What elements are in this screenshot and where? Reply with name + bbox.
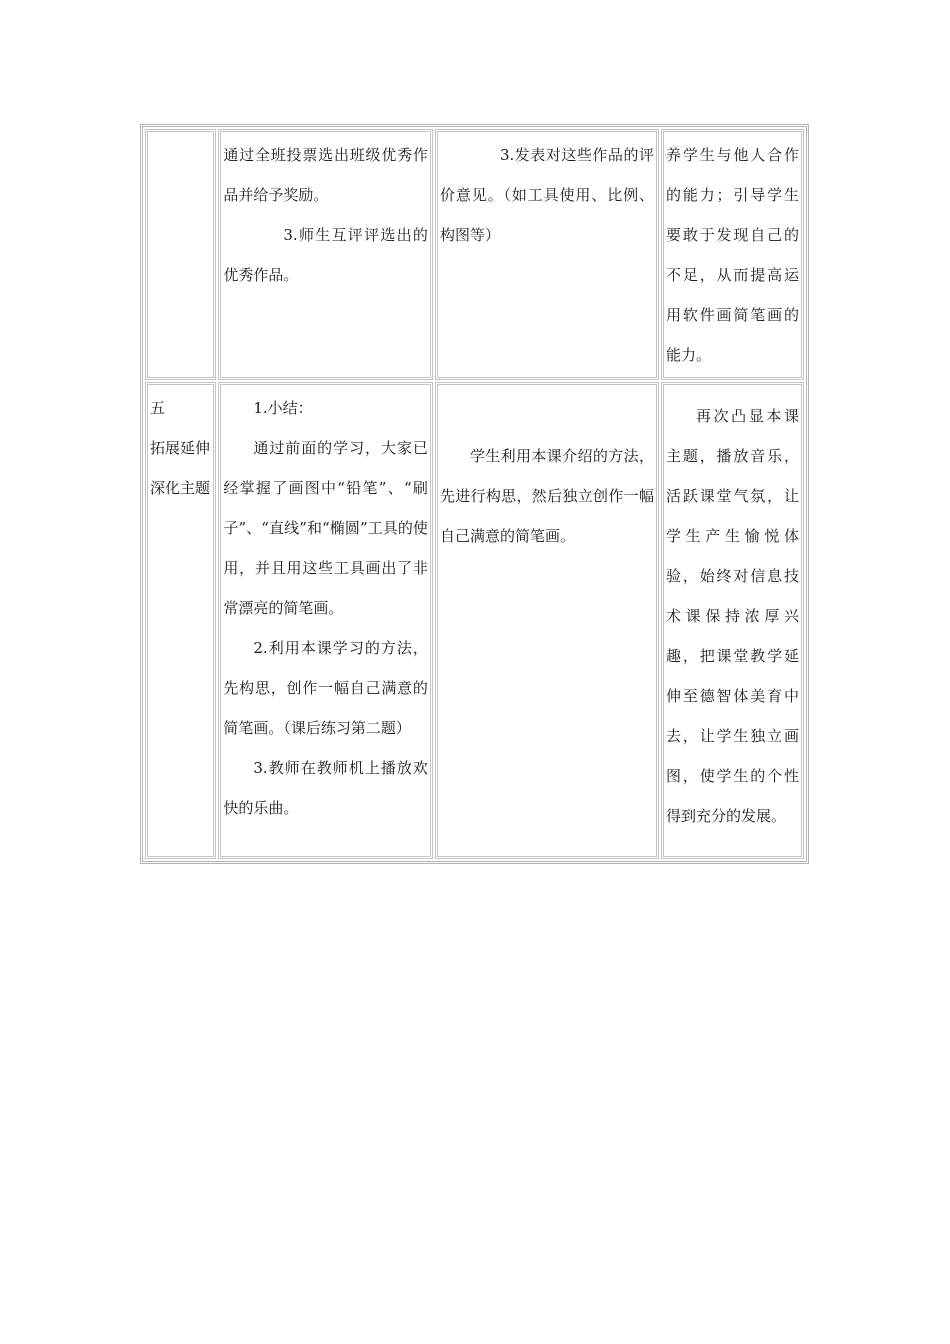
student-paragraph: 学生利用本课介绍的方法，先进行构思，然后独立创作一幅自己满意的简笔画。	[439, 447, 654, 545]
table-row	[145, 382, 804, 859]
design-intent-cell	[661, 129, 804, 380]
stage-title: 拓展延伸	[150, 439, 211, 457]
teacher-paragraph: 3.教师在教师机上播放欢快的乐曲。	[223, 759, 428, 817]
stage-cell	[145, 129, 216, 380]
teacher-activity-cell	[218, 382, 433, 859]
teacher-paragraph: 通过前面的学习，大家已经掌握了画图中“铅笔”、“刷子”、“直线”和“椭圆”工具的使用，并且用这些工具画出了非常漂亮的简笔画。	[223, 439, 428, 617]
student-activity-cell	[435, 382, 659, 859]
intent-paragraph: 再次凸显本课主题，播放音乐，活跃课堂气氛，让学生产生愉悦体验，始终对信息技术课保持浓厚兴趣，把课堂教学延伸至德智体美育中去，让学生独立画图，使学生的个性得到充分的发展。	[665, 407, 799, 825]
table-row	[145, 129, 804, 380]
teacher-activity-cell	[218, 129, 433, 380]
teacher-paragraph: 通过全班投票选出班级优秀作品并给予奖励。	[223, 146, 428, 204]
lesson-plan-table	[140, 124, 809, 864]
teacher-paragraph: 3.师生互评评选出的优秀作品。	[223, 226, 428, 284]
intent-paragraph: 养学生与他人合作的能力；引导学生要敢于发现自己的不足，从而提高运用软件画简笔画的能力。	[665, 146, 799, 364]
stage-cell	[145, 382, 216, 859]
teacher-paragraph: 2.利用本课学习的方法，先构思，创作一幅自己满意的简笔画。（课后练习第二题）	[223, 639, 428, 737]
stage-title: 深化主题	[150, 479, 211, 497]
teacher-paragraph: 1.小结：	[253, 399, 313, 417]
student-activity-cell	[435, 129, 659, 380]
design-intent-cell	[661, 382, 804, 859]
stage-number: 五	[150, 399, 166, 417]
student-paragraph: 3.发表对这些作品的评价意见。（如工具使用、比例、构图等）	[439, 146, 654, 244]
